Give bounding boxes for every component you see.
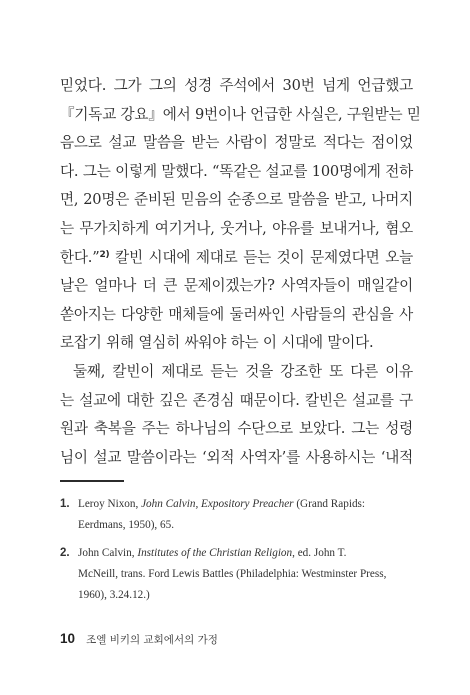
body-line-rest: 칼빈 시대에 제대로 듣는 것이 문제였다면 오늘 <box>109 248 413 266</box>
body-line: 쏟아지는 다양한 매체들에 둘러싸인 사람들의 관심을 사 <box>60 305 413 323</box>
body-line: 음으로 설교 말씀을 받는 사람이 정말로 적다는 점이었 <box>60 134 413 152</box>
body-line: 는 무가치하게 여기거나, 웃거나, 야유를 보내거나, 혐오 <box>60 219 413 237</box>
body-line: 원과 축복을 주는 하나님의 수단으로 보았다. 그는 성령 <box>60 420 413 438</box>
body-line: 로잡기 위해 열심히 싸워야 하는 이 시대에 말이다. <box>60 334 374 352</box>
footnote-divider <box>60 480 124 482</box>
footnote-title: John Calvin, Expository Preacher <box>141 498 294 510</box>
body-line: 면, 20명은 준비된 믿음의 순종으로 말씀을 받고, 나머지 <box>60 191 413 209</box>
footnote-line: Eerdmans, 1950), 65. <box>78 519 175 531</box>
footnotes <box>60 494 415 613</box>
body-line: 『기독교 강요』에서 9번이나 언급한 사실은, 구원받는 믿 <box>60 105 421 123</box>
body-line: 믿었다. 그가 그의 성경 주석에서 30번 넘게 언급했고 <box>60 77 413 94</box>
footnote-1 <box>60 494 415 536</box>
footnote-author: John Calvin, <box>78 547 138 559</box>
body-line: 다. 그는 이렇게 말했다. “똑같은 설교를 100명에게 전하 <box>60 162 413 180</box>
footnote-title: Institutes of the Christian Religion <box>137 547 293 559</box>
running-title: 조엘 비키의 교회에서의 가정 <box>86 634 218 646</box>
body-line: 님이 설교 말씀이라는 ‘외적 사역자’를 사용하시는 ‘내적 <box>60 448 413 466</box>
footnote-2 <box>60 543 415 606</box>
footnote-reference[interactable]: 2) <box>99 249 110 260</box>
paragraph-start-line: 둘째, 칼빈이 제대로 듣는 것을 강조한 또 다른 이유 <box>73 362 413 380</box>
footnote-line: 1960), 3.24.12.) <box>78 589 150 601</box>
footnote-number: 2. <box>60 547 70 559</box>
body-line <box>60 244 413 273</box>
body-text <box>60 72 421 472</box>
footnote-line <box>78 543 415 564</box>
page-number: 10 <box>60 631 76 646</box>
page-footer <box>60 628 218 647</box>
footnote-line <box>78 494 415 515</box>
footnote-editor: , ed. John T. <box>292 547 347 559</box>
footnote-number: 1. <box>60 498 70 510</box>
quote-end: 한다.” <box>60 248 100 266</box>
footnote-publisher: (Grand Rapids: <box>293 498 365 510</box>
body-line: 는 설교에 대한 깊은 존경심 때문이다. 칼빈은 설교를 구 <box>60 391 413 409</box>
footnote-author: Leroy Nixon, <box>78 498 142 510</box>
footnote-line: McNeill, trans. Ford Lewis Battles (Philadelphia: Westminster Press, <box>78 568 387 580</box>
body-line: 날은 얼마나 더 큰 문제이겠는가? 사역자들이 매일같이 <box>60 277 413 295</box>
